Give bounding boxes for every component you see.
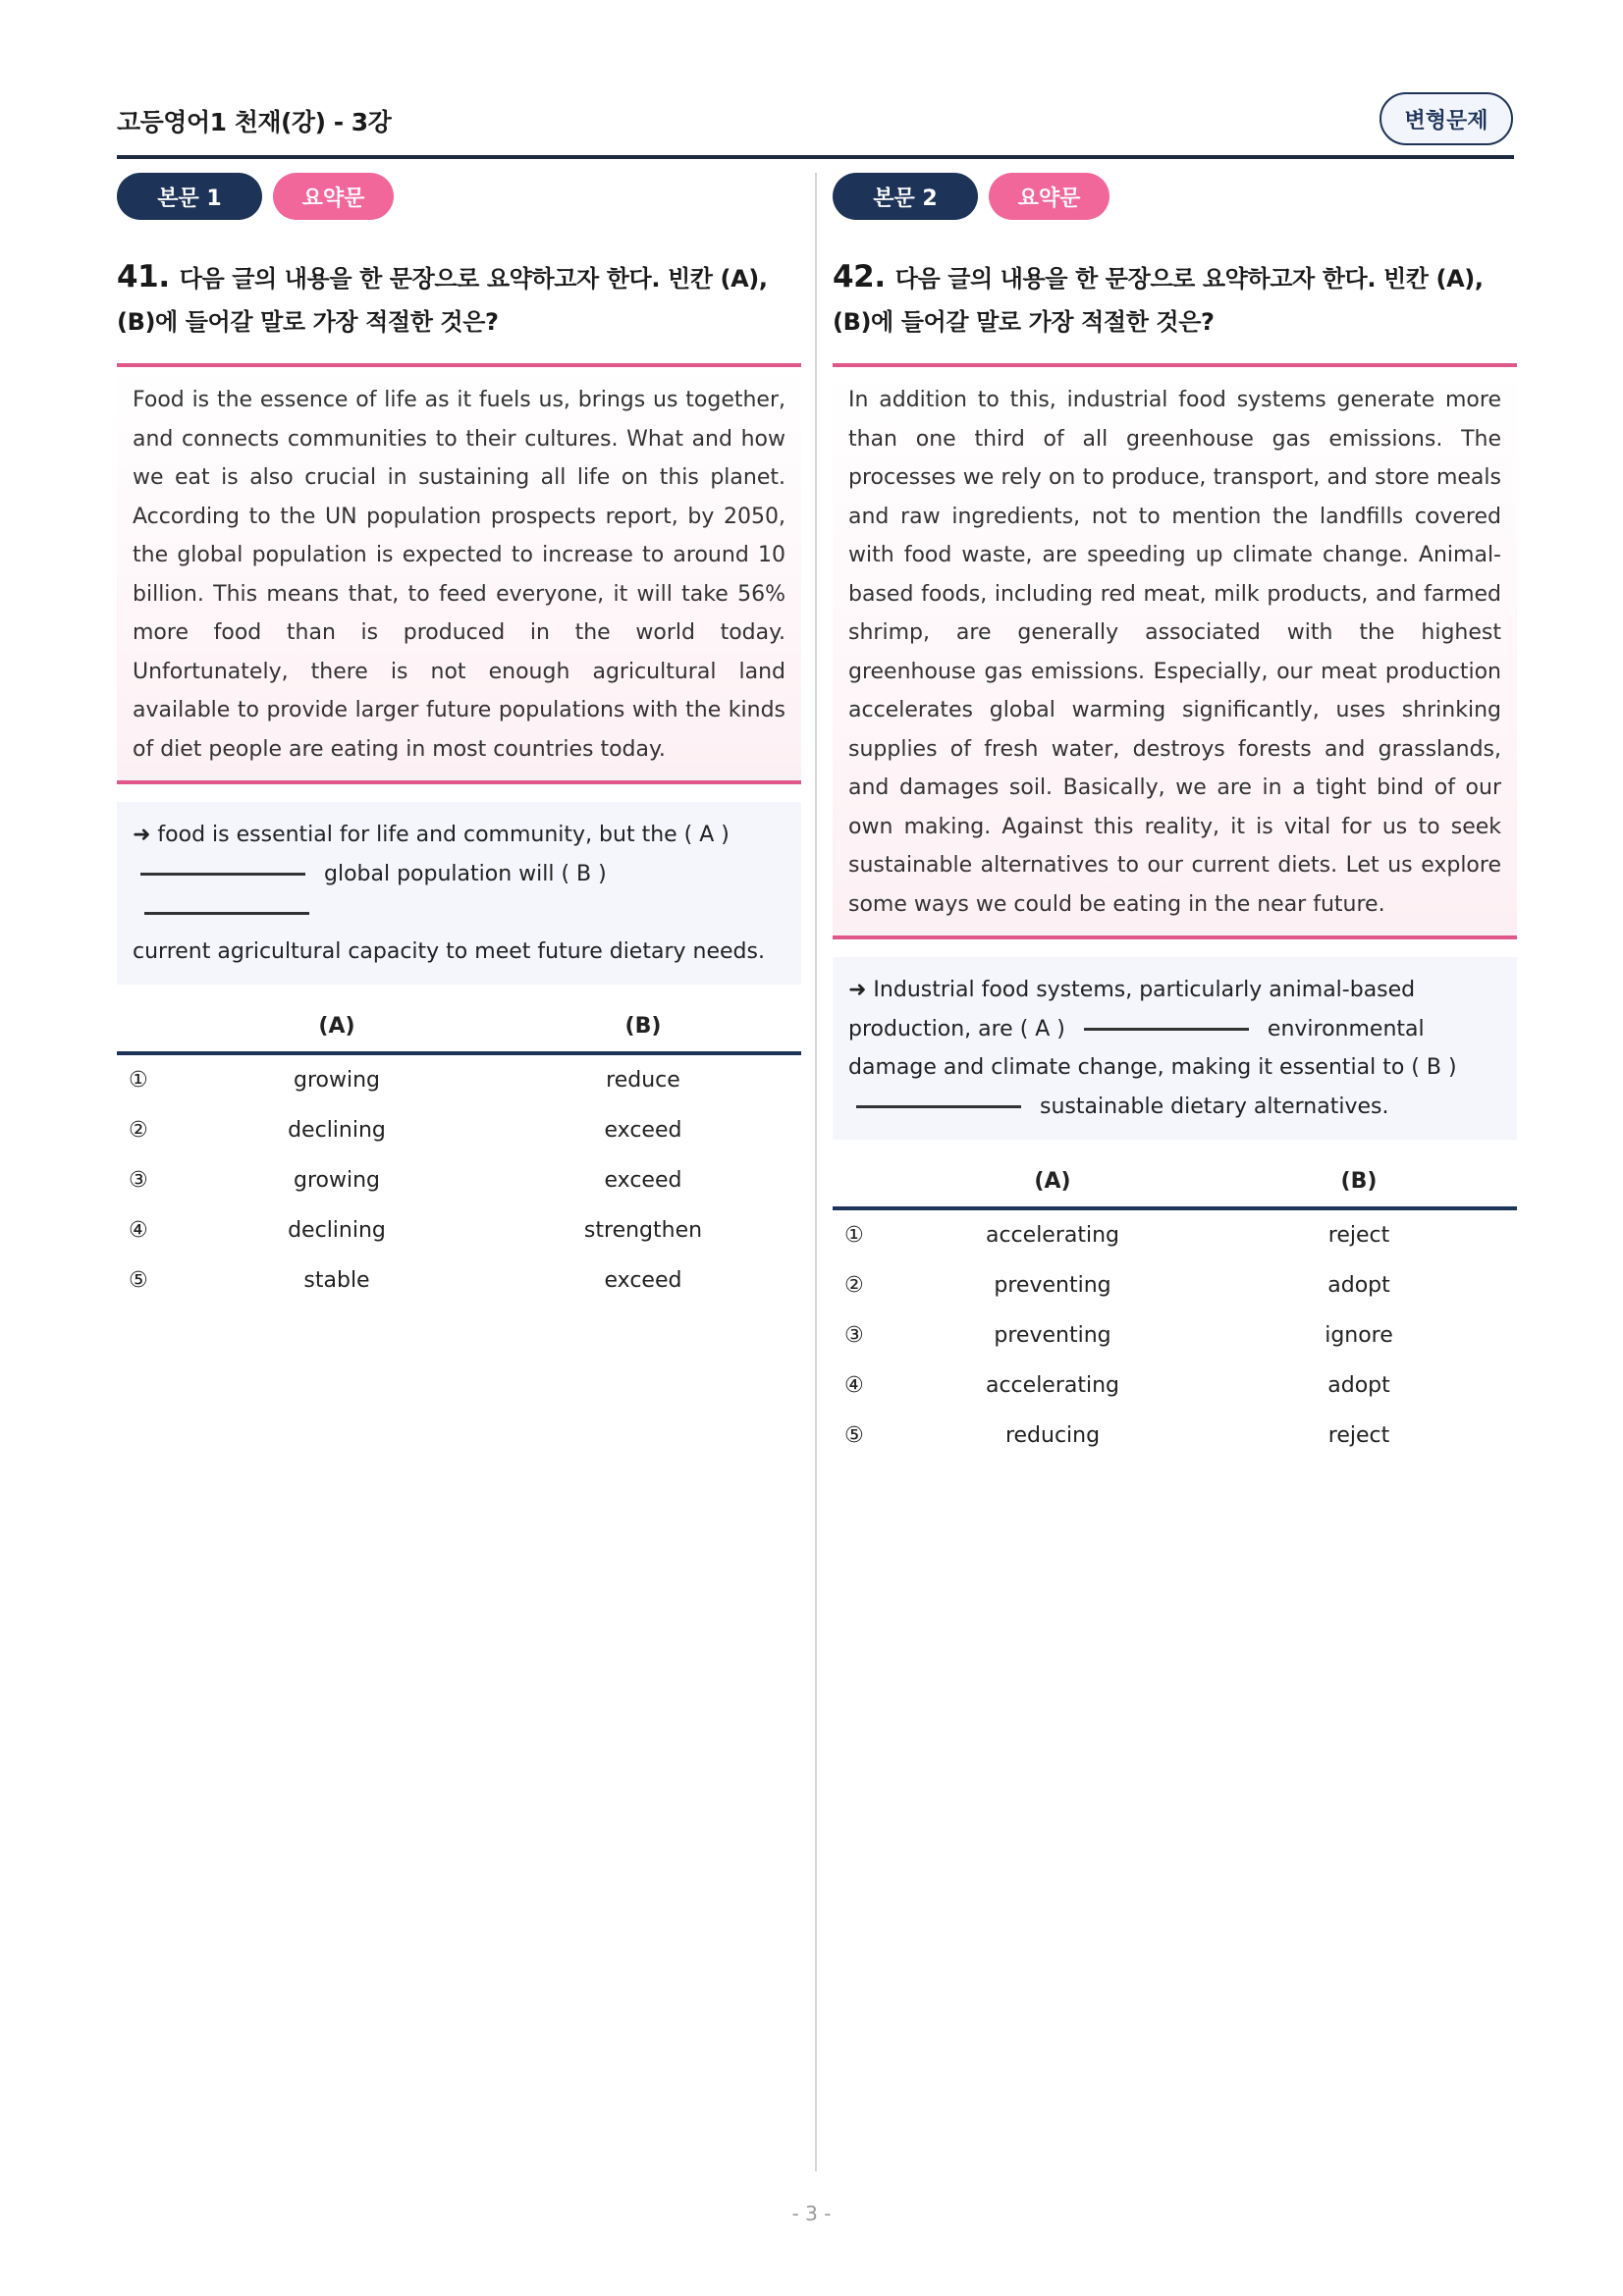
choice-row[interactable]: [833, 1260, 1517, 1310]
choices-header-num: [833, 1155, 904, 1208]
summary-tag: 요약문: [989, 173, 1109, 220]
choice-a: declining: [288, 1218, 386, 1243]
choice-b: reduce: [606, 1068, 680, 1093]
question-42-column: [833, 173, 1517, 1461]
choice-row[interactable]: [117, 1105, 801, 1155]
passage-tag: 본문 2: [833, 173, 978, 220]
question-41-column: [117, 173, 801, 1306]
choice-row[interactable]: [833, 1310, 1517, 1361]
choice-b: adopt: [1327, 1373, 1390, 1398]
choice-number: ④: [129, 1218, 148, 1243]
header-divider: [117, 155, 1514, 159]
choices-header-a: (A): [189, 1000, 485, 1053]
summary-part-3: sustainable dietary alternatives.: [1040, 1094, 1389, 1119]
summary-part-1: ➜ Industrial food systems, particularly animal-based production, are ( A ): [848, 978, 1416, 1041]
question-number: 41.: [117, 259, 170, 294]
choice-row[interactable]: [833, 1411, 1517, 1461]
blank-a: [1084, 1028, 1249, 1031]
summary-part-2: global population will ( B ): [324, 861, 607, 886]
choice-a: declining: [288, 1118, 386, 1143]
summary-box: [117, 802, 801, 985]
choice-number: ①: [844, 1223, 864, 1248]
choices-header-b: (B): [1201, 1155, 1517, 1208]
choice-number: ②: [129, 1118, 148, 1143]
summary-box: [833, 957, 1517, 1140]
choice-b: strengthen: [583, 1218, 703, 1243]
choices-header-num: [117, 1000, 189, 1053]
choice-number: ④: [844, 1373, 864, 1398]
choice-row[interactable]: [833, 1208, 1517, 1260]
choice-b: reject: [1327, 1223, 1390, 1248]
type-badge: 변형문제: [1380, 92, 1513, 145]
question-prompt: [833, 255, 1517, 344]
choice-b: exceed: [604, 1168, 682, 1193]
choice-a: stable: [303, 1268, 370, 1293]
blank-b: [856, 1105, 1021, 1108]
choice-a: reducing: [1004, 1423, 1101, 1448]
choices-header-a: (A): [904, 1155, 1201, 1208]
summary-tag: 요약문: [273, 173, 394, 220]
choice-b: exceed: [604, 1268, 682, 1293]
choice-row[interactable]: [117, 1205, 801, 1255]
summary-part-3: current agricultural capacity to meet future dietary needs.: [133, 938, 765, 964]
choice-number: ⑤: [129, 1268, 148, 1293]
summary-part-2: environmental damage and climate change, making it essential to ( B ): [848, 1016, 1457, 1080]
choices-table: [117, 1000, 801, 1306]
choices-table: [833, 1155, 1517, 1461]
choice-number: ③: [129, 1168, 148, 1193]
page-number: - 3 -: [791, 2202, 832, 2225]
passage-tag: 본문 1: [117, 173, 262, 220]
choice-b: adopt: [1327, 1273, 1390, 1298]
choice-a: growing: [294, 1068, 380, 1093]
choice-a: preventing: [994, 1323, 1111, 1348]
choice-number: ⑤: [844, 1423, 864, 1448]
page-title: 고등영어1 천재(강) - 3강: [117, 108, 392, 136]
question-number: 42.: [833, 259, 886, 294]
choices-header-b: (B): [485, 1000, 801, 1053]
choice-row[interactable]: [117, 1155, 801, 1205]
choice-number: ③: [844, 1323, 864, 1348]
choice-a: growing: [294, 1168, 380, 1193]
question-text: 다음 글의 내용을 한 문장으로 요약하고자 한다. 빈칸 (A), (B)에 들어갈 말로 가장 적절한 것은?: [833, 265, 1484, 336]
choice-number: ①: [129, 1068, 148, 1093]
choice-row[interactable]: [117, 1255, 801, 1306]
choice-a: accelerating: [985, 1373, 1120, 1398]
blank-b: [144, 912, 309, 915]
passage-text: In addition to this, industrial food systems generate more than one third of all greenhouse gas emissions. The processes we rely on to produce, transport, and store meals and raw ingredients, not to mention the landfills covered with food waste, are speeding up climate change. Animal-based foods, including red meat, milk products, and farmed shrimp, are generally associated with the highest greenhouse gas emissions. Especially, our meat production accelerates global warming significantly, uses shrinking supplies of fresh water, destroys forests and grasslands, and damages soil. Basically, we are in a tight bind of our own making. Against this reality, it is vital for us to seek sustainable alternatives to our current diets. Let us explore some ways we could be eating in the near future.: [833, 363, 1517, 939]
question-text: 다음 글의 내용을 한 문장으로 요약하고자 한다. 빈칸 (A), (B)에 들어갈 말로 가장 적절한 것은?: [117, 265, 768, 336]
column-divider: [815, 173, 817, 2171]
choice-a: accelerating: [985, 1223, 1120, 1248]
blank-a: [140, 873, 305, 876]
question-prompt: [117, 255, 801, 344]
tag-row: [117, 173, 801, 222]
summary-part-1: ➜ food is essential for life and community, but the ( A ): [133, 823, 730, 847]
choice-row[interactable]: [117, 1053, 801, 1105]
tag-row: [833, 173, 1517, 222]
choice-b: exceed: [604, 1118, 682, 1143]
choice-b: ignore: [1325, 1323, 1393, 1348]
choice-a: preventing: [994, 1273, 1111, 1298]
choice-number: ②: [844, 1273, 864, 1298]
choice-b: reject: [1327, 1423, 1390, 1448]
passage-text: Food is the essence of life as it fuels us, brings us together, and connects communities to their cultures. What and how we eat is also crucial in sustaining all life on this planet. According to the UN population prospects report, by 2050, the global population is expected to increase to around 10 billion. This means that, to feed everyone, it will take 56% more food than is produced in the world today. Unfortunately, there is not enough agricultural land available to provide larger future populations with the kinds of diet people are eating in most countries today.: [117, 363, 801, 784]
choice-row[interactable]: [833, 1361, 1517, 1411]
